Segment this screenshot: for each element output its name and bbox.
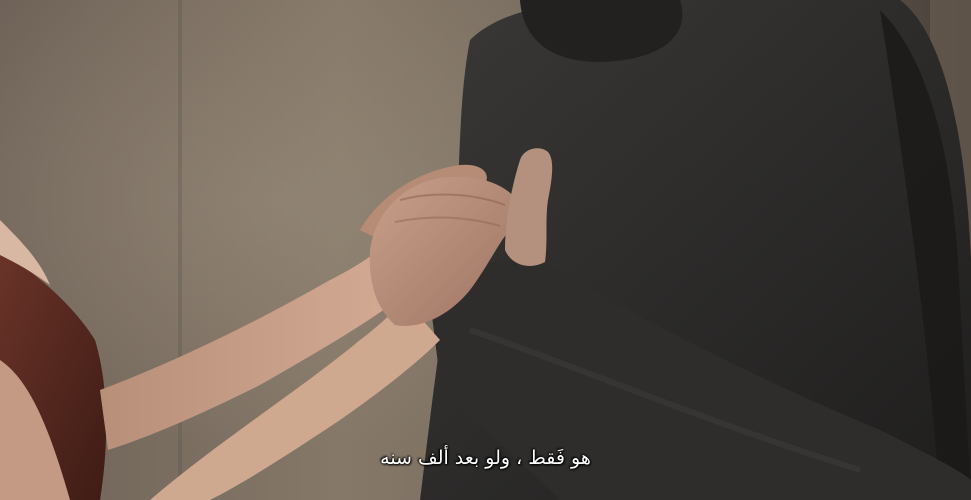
wall-panel-seam bbox=[178, 0, 182, 500]
subtitle-caption: هو فَقط ، ولو بعد ألف سنه bbox=[380, 447, 591, 469]
